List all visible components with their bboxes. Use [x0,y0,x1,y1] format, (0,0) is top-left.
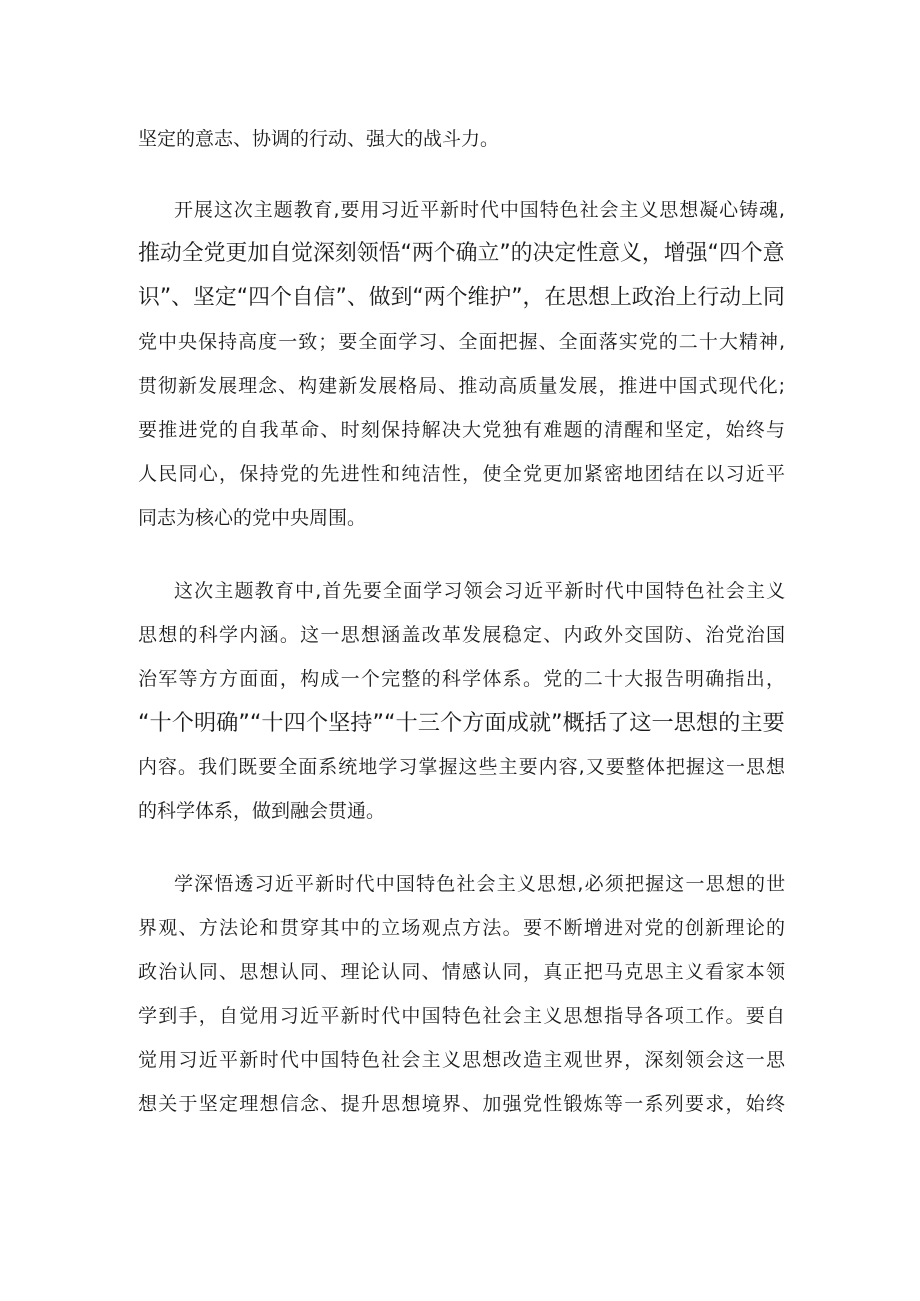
text-line-content: 学深悟透习近平新时代中国特色社会主义思想,必须把握这一思想的世 [174,873,787,895]
text-line [0,794,920,828]
text-line-content: “十个明确”“十四个坚持”“十三个方面成就”概括了这一思想的主要 [138,710,785,736]
text-line [0,501,920,535]
text-line [0,325,920,359]
text-line-content: 坚定的意志、协调的行动、强大的战斗力。 [138,128,500,150]
text-line [0,369,920,403]
text-line-content: 想关于坚定理想信念、提升思想境界、加强党性锻炼等一系列要求，始终 [138,1093,787,1115]
text-line-content: 识”、坚定“四个自信”、做到“两个维护”，在思想上政治上行动上同 [138,285,785,310]
text-line-content: 内容。我们既要全面系统地学习掌握这些主要内容,又要整体把握这一思想 [138,756,787,778]
text-line-content: 界观、方法论和贯穿其中的立场观点方法。要不断增进对党的创新理论的 [138,917,787,939]
text-line [0,955,920,989]
text-line [0,999,920,1033]
text-line-content: 同志为核心的党中央周围。 [138,507,367,529]
text-line-content: 的科学体系，做到融会贯通。 [138,800,386,822]
text-line [0,413,920,447]
text-line-content: 这次主题教育中,首先要全面学习领会习近平新时代中国特色社会主义 [174,580,787,602]
text-line-content: 治军等方方面面，构成一个完整的科学体系。党的二十大报告明确指出， [138,668,787,690]
text-line [0,457,920,491]
text-line [0,911,920,945]
text-line [0,662,920,696]
text-line-content: 思想的科学内涵。这一思想涵盖改革发展稳定、内政外交国防、治党治国 [138,624,787,646]
text-line-content: 贯彻新发展理念、构建新发展格局、推动高质量发展，推进中国式现代化; [138,375,787,397]
text-line-content: 政治认同、思想认同、理论认同、情感认同，真正把马克思主义看家本领 [138,961,787,983]
text-line [0,122,920,156]
text-line-content: 人民同心，保持党的先进性和纯洁性，使全党更加紧密地团结在以习近平 [138,463,787,485]
text-line [0,1087,920,1121]
text-line-content: 学到手，自觉用习近平新时代中国特色社会主义思想指导各项工作。要自 [138,1005,787,1027]
text-line-content: 觉用习近平新时代中国特色社会主义思想改造主观世界，深刻领会这一思 [138,1049,787,1071]
text-line [0,281,920,315]
text-line [0,867,920,901]
text-line [0,237,920,271]
text-line-content: 党中央保持高度一致；要全面学习、全面把握、全面落实党的二十大精神, [138,331,787,353]
text-line [0,750,920,784]
text-line [0,193,920,227]
text-line-content: 推动全党更加自觉深刻领悟“两个确立”的决定性意义，增强“四个意 [138,241,785,266]
text-line [0,1043,920,1077]
text-line [0,574,920,608]
text-line [0,618,920,652]
text-line-content: 开展这次主题教育,要用习近平新时代中国特色社会主义思想凝心铸魂, [174,199,786,221]
text-line-content: 要推进党的自我革命、时刻保持解决大党独有难题的清醒和坚定，始终与 [138,419,787,441]
text-line [0,706,920,740]
